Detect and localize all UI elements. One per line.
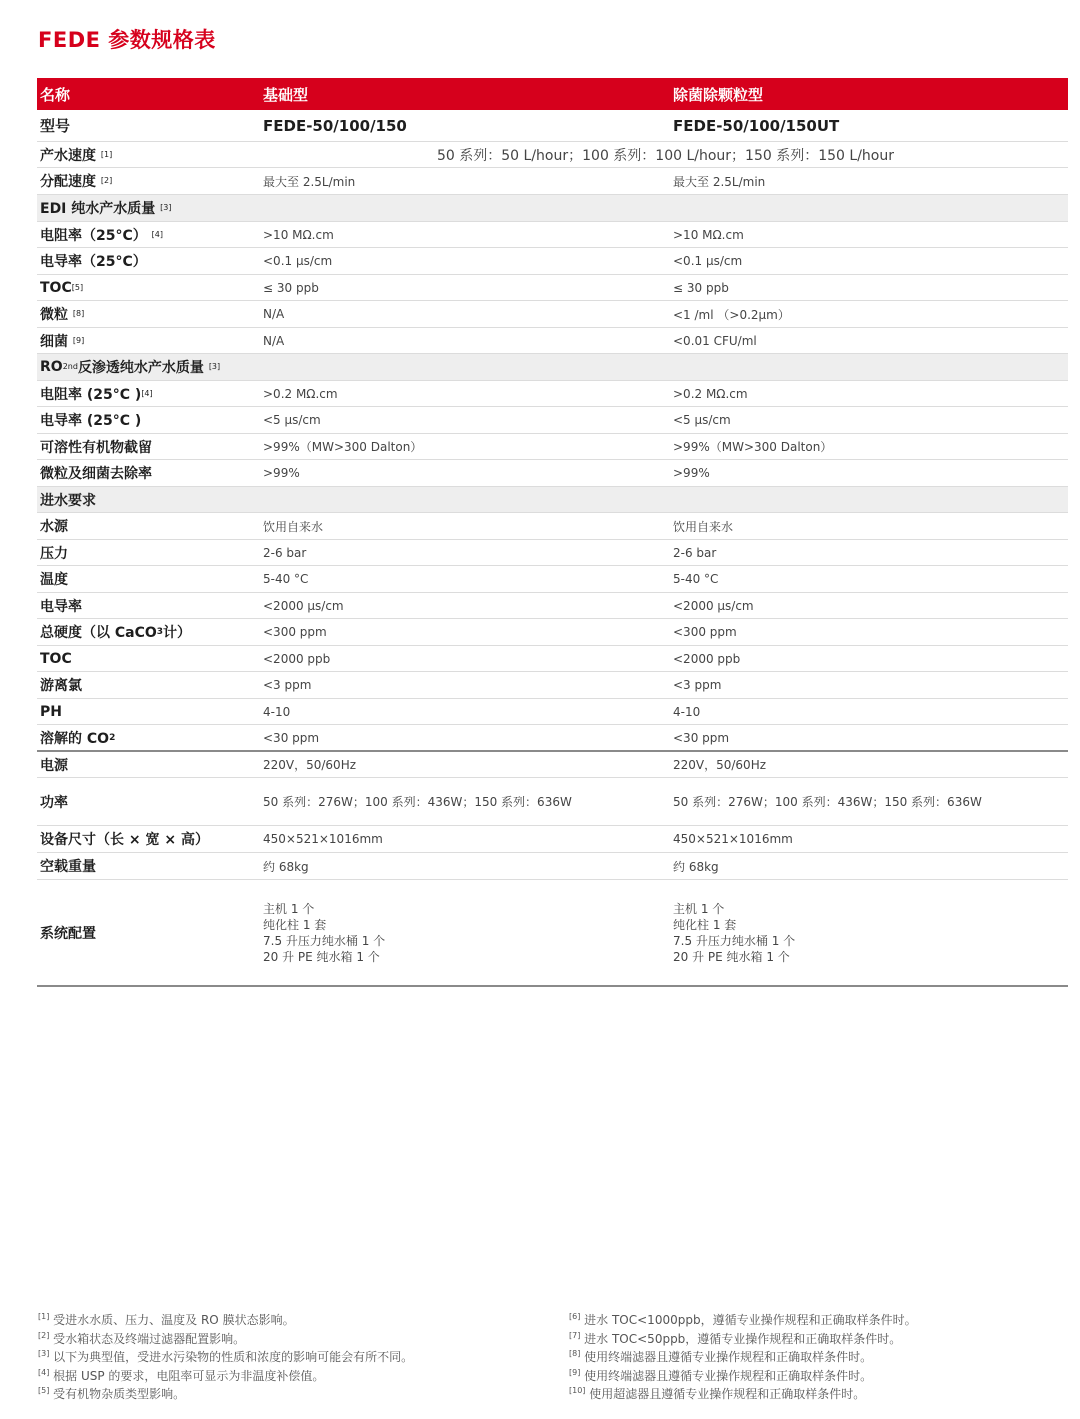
value-sterile: >99%	[673, 466, 710, 480]
spec-table	[37, 78, 1068, 987]
list-item: 7.5 升压力纯水桶 1 个	[673, 933, 796, 948]
row-label: PH	[40, 703, 62, 720]
value-basic: >10 MΩ.cm	[263, 227, 334, 242]
value-sterile: 50 系列：276W；100 系列：436W；150 系列：636W	[673, 795, 982, 809]
value-sterile: <2000 μs/cm	[673, 598, 754, 613]
row-label: 设备尺寸（长 × 宽 × 高）	[40, 832, 209, 848]
value-sterile: 450×521×1016mm	[673, 832, 793, 846]
value-basic: 450×521×1016mm	[263, 832, 383, 846]
value-basic: ≤ 30 ppb	[263, 280, 319, 295]
value-sterile: <1 /ml （>0.2μm）	[673, 307, 790, 322]
dispense-speed-row	[37, 168, 1068, 195]
footnote: [3] 以下为典型值，受进水污染物的性质和浓度的影响可能会有所不同。	[38, 1349, 414, 1364]
value-basic: 2-6 bar	[263, 545, 307, 560]
row-label: 电源	[40, 757, 68, 774]
row-label: 溶解的 CO 2	[40, 730, 116, 747]
row-label: TOC [5]	[40, 279, 84, 296]
feed-co2-row	[37, 725, 1068, 752]
feed-temperature-row	[37, 566, 1068, 593]
header-name: 名称	[40, 85, 71, 104]
value-basic: <300 ppm	[263, 625, 327, 639]
row-label: 总硬度（以 CaCO 3 计）	[40, 625, 192, 641]
ro-organics-row	[37, 434, 1068, 460]
edi-particles-row	[37, 301, 1068, 328]
list-item: 主机 1 个	[673, 901, 725, 916]
footnote: [4] 根据 USP 的要求，电阻率可显示为非温度补偿值。	[38, 1367, 325, 1383]
section-title: 进水要求	[40, 492, 96, 509]
row-label: 系统配置	[40, 925, 96, 942]
value-basic: 4-10	[263, 704, 291, 719]
row-label: 功率	[40, 794, 68, 811]
feed-ph-row	[37, 699, 1068, 725]
value-sterile: 饮用自来水	[673, 519, 734, 534]
feed-source-row	[37, 513, 1068, 540]
value-sterile: <0.1 μs/cm	[673, 254, 743, 268]
value-sterile: <300 ppm	[673, 625, 737, 639]
power-supply-row	[37, 752, 1068, 778]
value-sterile: 220V，50/60Hz	[673, 758, 767, 772]
value-sterile: <5 μs/cm	[673, 413, 731, 427]
model-basic: FEDE-50/100/150	[263, 116, 407, 135]
row-label: 细菌 [9]	[40, 333, 85, 350]
edi-resistivity-row	[37, 222, 1068, 248]
feed-hardness-row	[37, 619, 1068, 646]
edi-toc-row	[37, 275, 1068, 301]
section-title: EDI 纯水产水质量 [3]	[40, 201, 172, 217]
value-sterile: 2-6 bar	[673, 545, 717, 560]
dispense-basic: 最大至 2.5L/min	[263, 174, 356, 189]
list-item: 主机 1 个	[263, 901, 315, 916]
edi-bacteria-row	[37, 328, 1068, 354]
row-label: 电导率 (25°C )	[40, 413, 142, 429]
value-basic: 220V，50/60Hz	[263, 758, 357, 772]
model-row	[37, 110, 1068, 142]
model-sterile: FEDE-50/100/150UT	[673, 116, 840, 135]
section-title: RO 2nd 反渗透纯水产水质量 [3]	[40, 359, 221, 376]
footnote: [1] 受进水水质、压力、温度及 RO 膜状态影响。	[38, 1312, 295, 1327]
dimensions-row	[37, 826, 1068, 853]
footnote: [6] 进水 TOC<1000ppb，遵循专业操作规程和正确取样条件时。	[569, 1312, 917, 1327]
footnotes-right	[569, 1311, 917, 1404]
page-title: FEDE 参数规格表	[38, 28, 216, 52]
weight-row	[37, 853, 1068, 880]
production-speed-value: 50 系列：50 L/hour；100 系列：100 L/hour；150 系列：150 L/hour	[437, 147, 894, 164]
footnote: [2] 受水箱状态及终端过滤器配置影响。	[38, 1330, 246, 1346]
row-label: 产水速度 [1]	[40, 147, 113, 164]
config-basic-list	[263, 880, 385, 985]
value-sterile: 4-10	[673, 704, 701, 719]
value-basic: >0.2 MΩ.cm	[263, 386, 338, 401]
value-basic: <3 ppm	[263, 678, 312, 692]
ro-section-row	[37, 354, 1068, 381]
row-label: 可溶性有机物截留	[40, 439, 152, 456]
edi-conductivity-row	[37, 248, 1068, 275]
feed-section-row	[37, 487, 1068, 513]
value-basic: <2000 ppb	[263, 651, 331, 666]
footnote: [10] 使用超滤器且遵循专业操作规程和正确取样条件时。	[569, 1386, 866, 1401]
feed-chlorine-row	[37, 672, 1068, 699]
footnotes-left	[38, 1311, 413, 1404]
feed-conductivity-row	[37, 593, 1068, 619]
value-sterile: ≤ 30 ppb	[673, 280, 729, 295]
list-item: 纯化柱 1 套	[263, 917, 327, 932]
row-label: 微粒 [8]	[40, 307, 85, 323]
header-basic: 基础型	[263, 85, 309, 104]
table-header	[37, 78, 1068, 110]
row-label: 微粒及细菌去除率	[40, 466, 152, 482]
value-basic: >99%（MW>300 Dalton）	[263, 440, 423, 454]
value-sterile: >0.2 MΩ.cm	[673, 386, 748, 401]
production-speed-row	[37, 142, 1068, 168]
row-label: 水源	[40, 519, 68, 535]
value-sterile: <3 ppm	[673, 678, 722, 692]
value-sterile: <0.01 CFU/ml	[673, 333, 757, 348]
row-label: 游离氯	[40, 678, 82, 694]
value-sterile: >99%（MW>300 Dalton）	[673, 440, 833, 454]
row-label: TOC	[40, 650, 72, 667]
ro-conductivity-row	[37, 407, 1068, 434]
value-basic: <2000 μs/cm	[263, 598, 344, 613]
footnote: [5] 受有机物杂质类型影响。	[38, 1386, 186, 1401]
value-sterile: 5-40 °C	[673, 572, 719, 586]
footnote: [9] 使用终端滤器且遵循专业操作规程和正确取样条件时。	[569, 1367, 873, 1383]
footnote: [8] 使用终端滤器且遵循专业操作规程和正确取样条件时。	[569, 1349, 873, 1364]
row-label: 分配速度 [2]	[40, 174, 113, 190]
row-label: 电导率（25°C）	[40, 254, 147, 270]
value-sterile: <30 ppm	[673, 730, 730, 745]
ro-resistivity-row	[37, 381, 1068, 407]
power-row	[37, 778, 1068, 826]
header-sterile: 除菌除颗粒型	[673, 85, 764, 104]
row-label: 电阻率 (25°C ) [4]	[40, 386, 153, 403]
model-label: 型号	[40, 117, 71, 135]
value-basic: <0.1 μs/cm	[263, 254, 333, 268]
feed-pressure-row	[37, 540, 1068, 566]
feed-toc-row	[37, 646, 1068, 672]
row-label: 空载重量	[40, 859, 96, 875]
value-basic: N/A	[263, 333, 285, 348]
value-sterile: 约 68kg	[673, 859, 719, 874]
value-basic: 5-40 °C	[263, 572, 309, 586]
list-item: 20 升 PE 纯水箱 1 个	[263, 949, 380, 964]
value-sterile: <2000 ppb	[673, 651, 741, 666]
value-basic: 饮用自来水	[263, 519, 324, 534]
list-item: 7.5 升压力纯水桶 1 个	[263, 933, 386, 948]
value-basic: 约 68kg	[263, 859, 309, 874]
value-basic: 50 系列：276W；100 系列：436W；150 系列：636W	[263, 795, 572, 809]
list-item: 20 升 PE 纯水箱 1 个	[673, 949, 790, 964]
value-basic: <30 ppm	[263, 730, 320, 745]
value-basic: <5 μs/cm	[263, 413, 321, 427]
config-sterile-list	[673, 880, 795, 985]
footnote: [7] 进水 TOC<50ppb，遵循专业操作规程和正确取样条件时。	[569, 1330, 902, 1346]
row-label: 电阻率（25°C） [4]	[40, 227, 163, 244]
row-label: 温度	[40, 572, 68, 588]
value-basic: >99%	[263, 466, 300, 480]
edi-section-row	[37, 195, 1068, 222]
config-row	[37, 880, 1068, 987]
row-label: 电导率	[40, 598, 82, 615]
dispense-sterile: 最大至 2.5L/min	[673, 174, 766, 189]
list-item: 纯化柱 1 套	[673, 917, 737, 932]
value-sterile: >10 MΩ.cm	[673, 227, 744, 242]
value-basic: N/A	[263, 307, 285, 321]
row-label: 压力	[40, 545, 68, 562]
ro-removal-row	[37, 460, 1068, 487]
